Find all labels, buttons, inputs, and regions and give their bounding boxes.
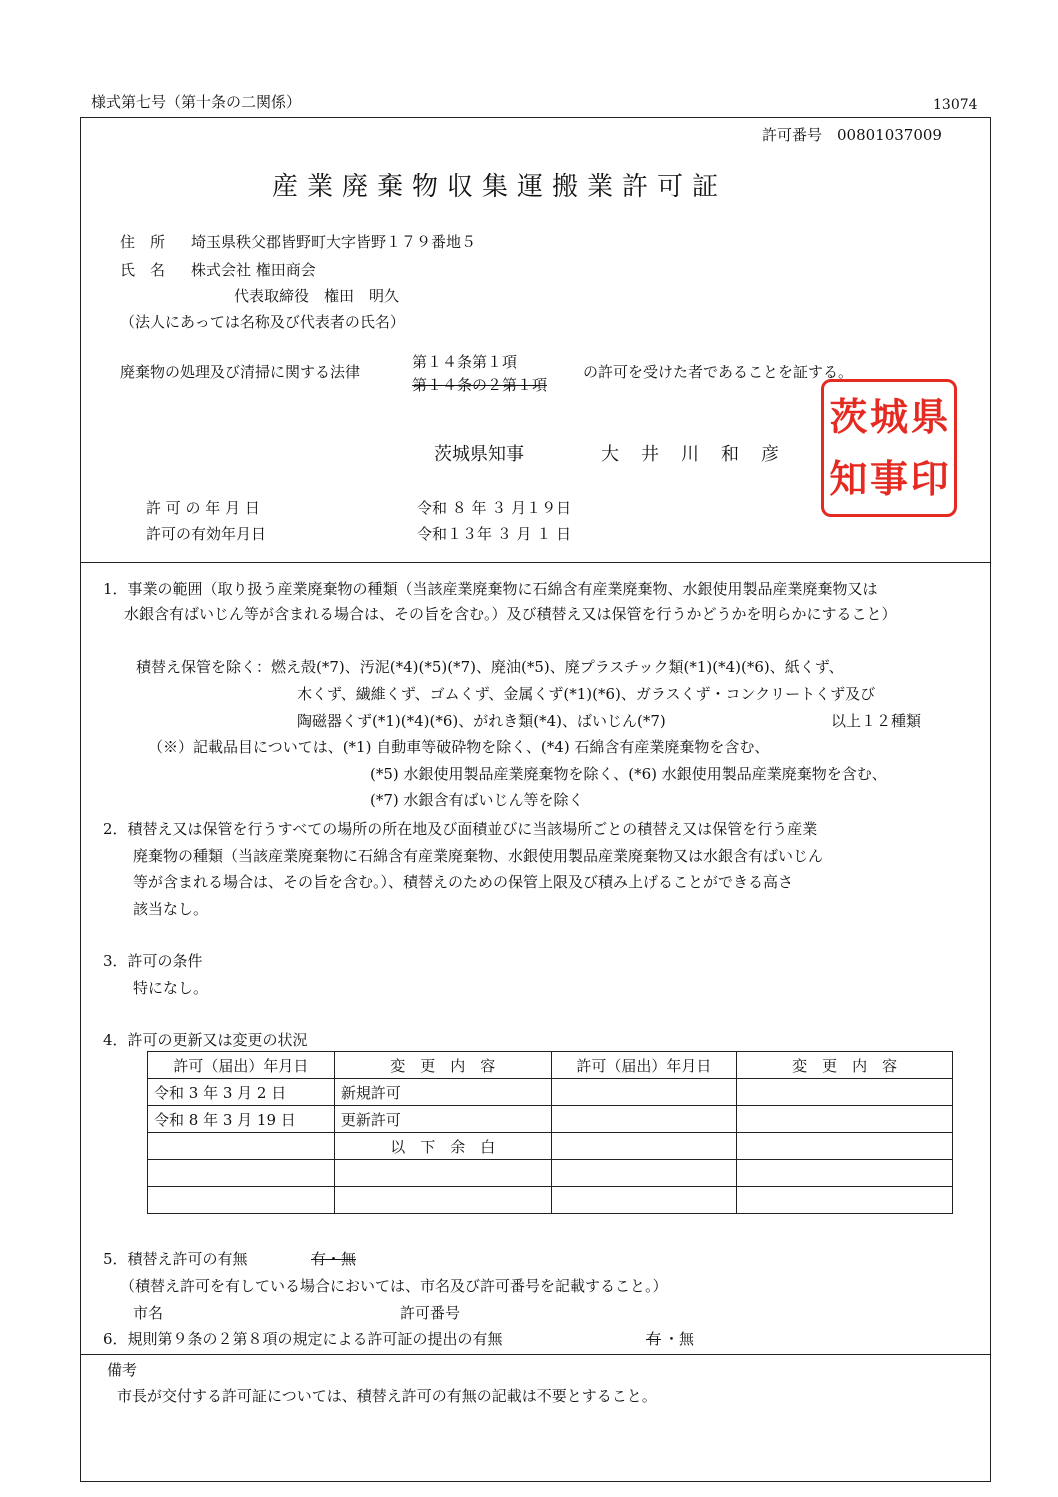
table-row (148, 1079, 953, 1106)
valid-date-label: 許可の有効年月日 (146, 525, 267, 543)
law-clause-2: 第１４条の２第１項 (412, 376, 548, 394)
history-cell (737, 1106, 953, 1133)
section2-line2: 廃棄物の種類（当該産業廃棄物に石綿含有産業廃棄物、水銀使用製品産業廃棄物又は水銀含有ばいじん (133, 847, 824, 865)
law-clause-1: 第１４条第１項 (412, 353, 518, 371)
law-suffix: の許可を受けた者であることを証する。 (583, 363, 854, 381)
history-cell (334, 1187, 551, 1214)
section1-list3: 陶磁器くず(*1)(*4)(*6)、がれき類(*4)、ばいじん(*7) (297, 712, 666, 730)
representative: 代表取締役 権田 明久 (234, 287, 400, 305)
remarks-label: 備考 (107, 1361, 138, 1379)
section1-total: 以上１２種類 (831, 712, 922, 730)
document-code: 13074 (933, 97, 978, 113)
history-cell (148, 1160, 335, 1187)
section1-note1: （※）記載品目については、(*1) 自動車等破砕物を除く、(*4) 石綿含有産業廃棄物を含む、 (148, 738, 770, 756)
section6-option-no: ・無 (664, 1330, 695, 1348)
section5-heading: 5．積替え許可の有無 (103, 1250, 248, 1268)
remarks-text: 市長が交付する許可証については、積替え許可の有無の記載は不要とすること。 (117, 1387, 657, 1405)
history-cell (737, 1160, 953, 1187)
history-header: 変 更 内 容 (737, 1052, 953, 1079)
section1-note3: (*7) 水銀含有ばいじん等を除く (370, 791, 584, 809)
section5-note: （積替え許可を有している場合においては、市名及び許可番号を記載すること。） (120, 1277, 668, 1295)
form-label: 様式第七号（第十条の二関係） (91, 93, 302, 111)
section2-value: 該当なし。 (133, 900, 209, 918)
table-row (148, 1187, 953, 1214)
history-header: 許可（届出）年月日 (148, 1052, 335, 1079)
history-cell: 令和 8 年 3 月 19 日 (148, 1106, 335, 1133)
history-cell (737, 1187, 953, 1214)
address-label: 住 所 (120, 233, 166, 251)
permit-date-value: 令和 ８ 年 ３ 月１９日 (417, 499, 572, 517)
permit-date-label: 許 可 の 年 月 日 (146, 499, 260, 517)
seal-char: 印 (910, 456, 949, 501)
section1-note2: (*5) 水銀使用製品産業廃棄物を除く、(*6) 水銀使用製品産業廃棄物を含む、 (370, 765, 887, 783)
official-seal (821, 379, 957, 517)
seal-char: 事 (869, 456, 908, 501)
table-row (148, 1160, 953, 1187)
name-label: 氏 名 (120, 261, 166, 279)
law-prefix: 廃棄物の処理及び清掃に関する法律 (120, 363, 361, 381)
section2-line1: 2．積替え又は保管を行うすべての場所の所在地及び面積並びに当該場所ごとの積替え又は保管を行う産業 (103, 820, 818, 838)
history-cell: 令和 3 年 3 月 2 日 (148, 1079, 335, 1106)
table-row (148, 1106, 953, 1133)
section1-line2: 水銀含有ばいじん等が含まれる場合は、その旨を含む。）及び積替え又は保管を行うかどうかを明らかにすること） (124, 605, 897, 623)
permit-number: 許可番号 00801037009 (762, 126, 942, 144)
history-cell (737, 1079, 953, 1106)
history-header: 変 更 内 容 (334, 1052, 551, 1079)
section1-line1: 1．事業の範囲（取り扱う産業廃棄物の種類（当該産業廃棄物に石綿含有産業廃棄物、水銀使用製品産業廃棄物又は (103, 580, 878, 598)
history-cell (551, 1133, 737, 1160)
divider-remarks (80, 1354, 991, 1355)
history-cell (551, 1187, 737, 1214)
valid-date-value: 令和１３年 ３ 月 １ 日 (417, 525, 572, 543)
section5-permit-label: 許可番号 (400, 1304, 461, 1322)
history-cell (551, 1106, 737, 1133)
history-header-row (148, 1052, 953, 1079)
history-cell (737, 1133, 953, 1160)
section6-option-yes: 有 (646, 1330, 662, 1348)
seal-char: 知 (829, 456, 868, 501)
divider-header-body (80, 562, 991, 563)
section6-heading: 6．規則第９条の２第８項の規定による許可証の提出の有無 (103, 1330, 503, 1348)
seal-char: 城 (869, 394, 908, 439)
section3-heading: 3．許可の条件 (103, 952, 203, 970)
section3-value: 特になし。 (133, 979, 209, 997)
section4-heading: 4．許可の更新又は変更の状況 (103, 1031, 308, 1049)
seal-char: 県 (910, 394, 949, 439)
issuer-name: 大 井 川 和 彦 (601, 444, 781, 465)
history-table (147, 1051, 953, 1214)
history-cell (551, 1079, 737, 1106)
history-cell: 以 下 余 白 (334, 1133, 551, 1160)
seal-char: 茨 (829, 394, 868, 439)
section1-list1: 積替え保管を除く：燃え殻(*7)、汚泥(*4)(*5)(*7)、廃油(*5)、廃プラスチック類(*1)(*4)(*6)、紙くず、 (136, 658, 844, 676)
history-cell: 新規許可 (334, 1079, 551, 1106)
history-cell (551, 1160, 737, 1187)
table-row (148, 1133, 953, 1160)
section1-list2: 木くず、繊維くず、ゴムくず、金属くず(*1)(*6)、ガラスくず・コンクリートくず及び (297, 685, 876, 703)
address-value: 埼玉県秩父郡皆野町大字皆野１７９番地５ (191, 233, 477, 251)
history-cell (148, 1187, 335, 1214)
section5-option: 有・無 (311, 1250, 357, 1268)
history-cell: 更新許可 (334, 1106, 551, 1133)
section2-line3: 等が含まれる場合は、その旨を含む。）、積替えのための保管上限及び積み上げることができる高さ (133, 873, 794, 891)
history-header: 許可（届出）年月日 (551, 1052, 737, 1079)
certificate-title: 産業廃棄物収集運搬業許可証 (272, 172, 728, 202)
issuer-title: 茨城県知事 (434, 444, 524, 465)
name-value: 株式会社 権田商会 (191, 261, 316, 279)
section5-city-label: 市名 (133, 1304, 164, 1322)
name-note: （法人にあっては名称及び代表者の氏名） (120, 313, 405, 331)
history-cell (148, 1133, 335, 1160)
history-cell (334, 1160, 551, 1187)
